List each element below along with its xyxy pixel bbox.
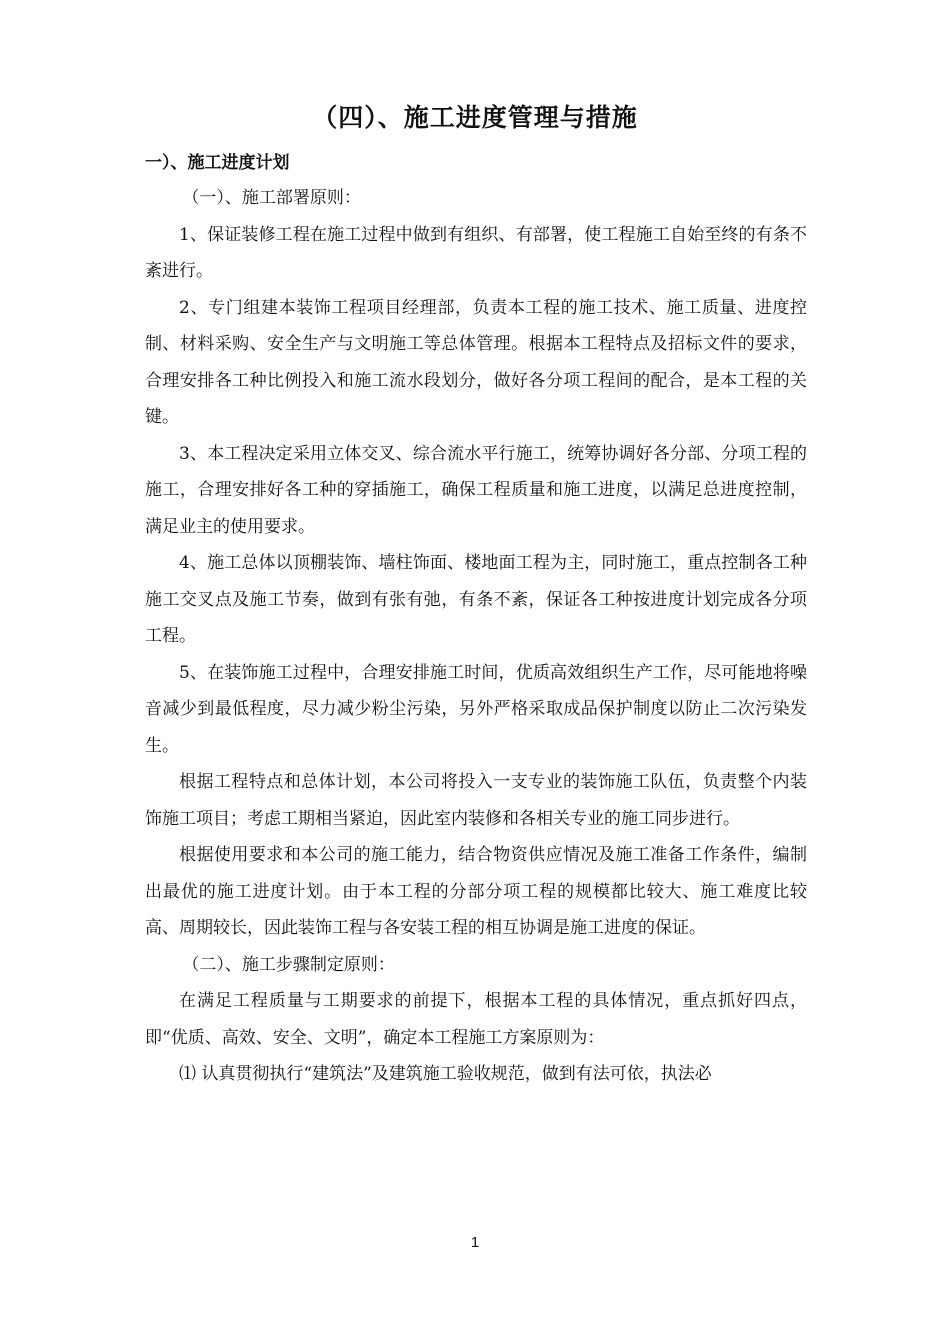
paragraph: 根据使用要求和本公司的施工能力，结合物资供应情况及施工准备工作条件，编制出最优的施工进度计划。由于本工程的分部分项工程的规模都比较大、施工难度比较高、周期较长，因此装饰工程与各安装工程的相互协调是施工进度的保证。	[145, 845, 807, 938]
page-number: 1	[470, 1234, 480, 1251]
paragraph: 4、施工总体以顶棚装饰、墙柱饰面、楼地面工程为主，同时施工，重点控制各工种施工交叉点及施工节奏，做到有张有弛，有条不紊，保证各工种按进度计划完成各分项工程。	[145, 553, 807, 646]
paragraph: 在满足工程质量与工期要求的前提下，根据本工程的具体情况，重点抓好四点，即“优质、高效、安全、文明”，确定本工程施工方案原则为：	[145, 991, 807, 1048]
paragraph: 根据工程特点和总体计划，本公司将投入一支专业的装饰施工队伍，负责整个内装饰施工项目；考虑工期相当紧迫，因此室内装修和各相关专业的施工同步进行。	[145, 772, 807, 829]
document-body	[145, 180, 807, 1093]
document-title: （四）、施工进度管理与措施	[312, 103, 638, 132]
section-heading: 一）、施工进度计划	[145, 153, 290, 173]
paragraph: 5、在装饰施工过程中，合理安排施工时间，优质高效组织生产工作，尽可能地将噪音减少到最低程度，尽力减少粉尘污染，另外严格采取成品保护制度以防止二次污染发生。	[145, 662, 807, 756]
subsection-heading: （二）、施工步骤制定原则：	[182, 954, 395, 975]
paragraph: ⑴ 认真贯彻执行“建筑法”及建筑施工验收规范，做到有法可依，执法必	[179, 1064, 712, 1084]
paragraph: 1、保证装修工程在施工过程中做到有组织、有部署，使工程施工自始至终的有条不紊进行。	[145, 224, 807, 281]
paragraph: 2、专门组建本装饰工程项目经理部，负责本工程的施工技术、施工质量、进度控制、材料采购、安全生产与文明施工等总体管理。根据本工程特点及招标文件的要求，合理安排各工种比例投入和施工流水段划分，做好各分项工程间的配合，是本工程的关键。	[145, 297, 807, 427]
paragraph: 3、本工程决定采用立体交叉、综合流水平行施工，统筹协调好各分部、分项工程的施工，合理安排好各工种的穿插施工，确保工程质量和施工进度，以满足总进度控制，满足业主的使用要求。	[145, 443, 807, 537]
subsection-heading: （一）、施工部署原则：	[182, 188, 361, 208]
